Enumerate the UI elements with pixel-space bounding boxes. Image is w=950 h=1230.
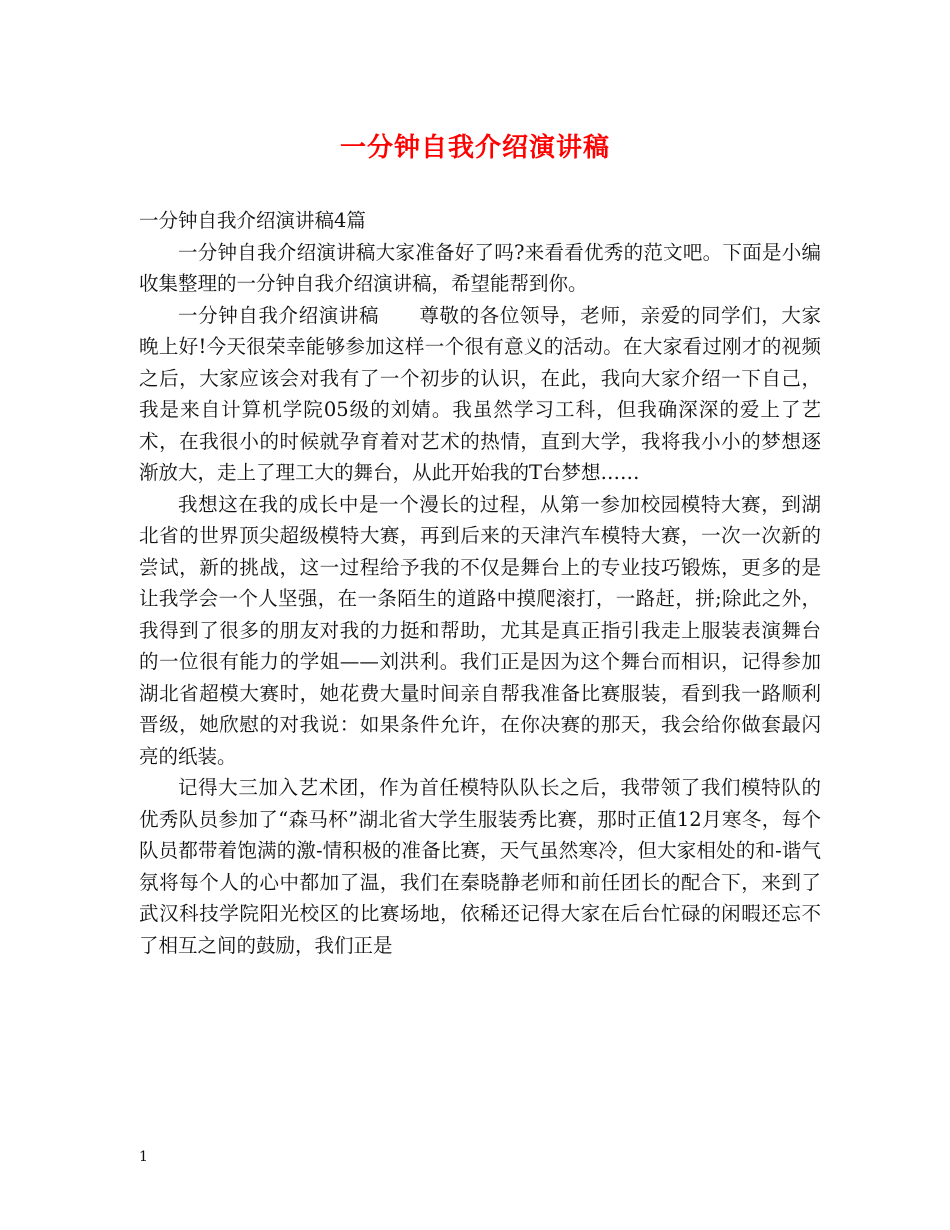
- page-number: 1: [139, 1149, 148, 1165]
- paragraph-greeting: 一分钟自我介绍演讲稿 尊敬的各位领导，老师，亲爱的同学们，大家晚上好!今天很荣幸能够参加这样一个很有意义的活动。在大家看过刚才的视频之后，大家应该会对我有了一个初步的认识，在此，我向大家介绍一下自己，我是来自计算机学院05级的刘婧。我虽然学习工科，但我确深深的爱上了艺术，在我很小的时候就孕育着对艺术的热情，直到大学，我将我小小的梦想逐渐放大，走上了理工大的舞台，从此开始我的T台梦想……: [139, 303, 821, 484]
- paragraph-art-troupe: 记得大三加入艺术团，作为首任模特队队长之后，我带领了我们模特队的优秀队员参加了“森马杯”湖北省大学生服装秀比赛，那时正值12月寒冬，每个队员都带着饱满的激-情积极的准备比赛，天气虽然寒冷，但大家相处的和-谐气氛将每个人的心中都加了温，我们在秦晓静老师和前任团长的配合下，来到了武汉科技学院阳光校区的比赛场地，依稀还记得大家在后台忙碌的闲暇还忘不了相互之间的鼓励，我们正是: [139, 776, 821, 957]
- paragraph-growth: 我想这在我的成长中是一个漫长的过程，从第一参加校园模特大赛，到湖北省的世界顶尖超级模特大赛，再到后来的天津汽车模特大赛，一次一次新的尝试，新的挑战，这一过程给予我的不仅是舞台上的专业技巧锻炼，更多的是让我学会一个人坚强，在一条陌生的道路中摸爬滚打，一路赶，拼;除此之外，我得到了很多的朋友对我的力挺和帮助，尤其是真正指引我走上服装表演舞台的一位很有能力的学姐——刘洪利。我们正是因为这个舞台而相识，记得参加湖北省超模大赛时，她花费大量时间亲自帮我准备比赛服装，看到我一路顺利晋级，她欣慰的对我说：如果条件允许，在你决赛的那天，我会给你做套最闪亮的纸装。: [139, 492, 821, 768]
- paragraph-subtitle: 一分钟自我介绍演讲稿4篇: [139, 209, 366, 232]
- paragraph-intro: 一分钟自我介绍演讲稿大家准备好了吗?来看看优秀的范文吧。下面是小编收集整理的一分钟自我介绍演讲稿，希望能帮到你。: [139, 240, 821, 295]
- document-title: 一分钟自我介绍演讲稿: [339, 133, 610, 163]
- document-body: [139, 205, 821, 961]
